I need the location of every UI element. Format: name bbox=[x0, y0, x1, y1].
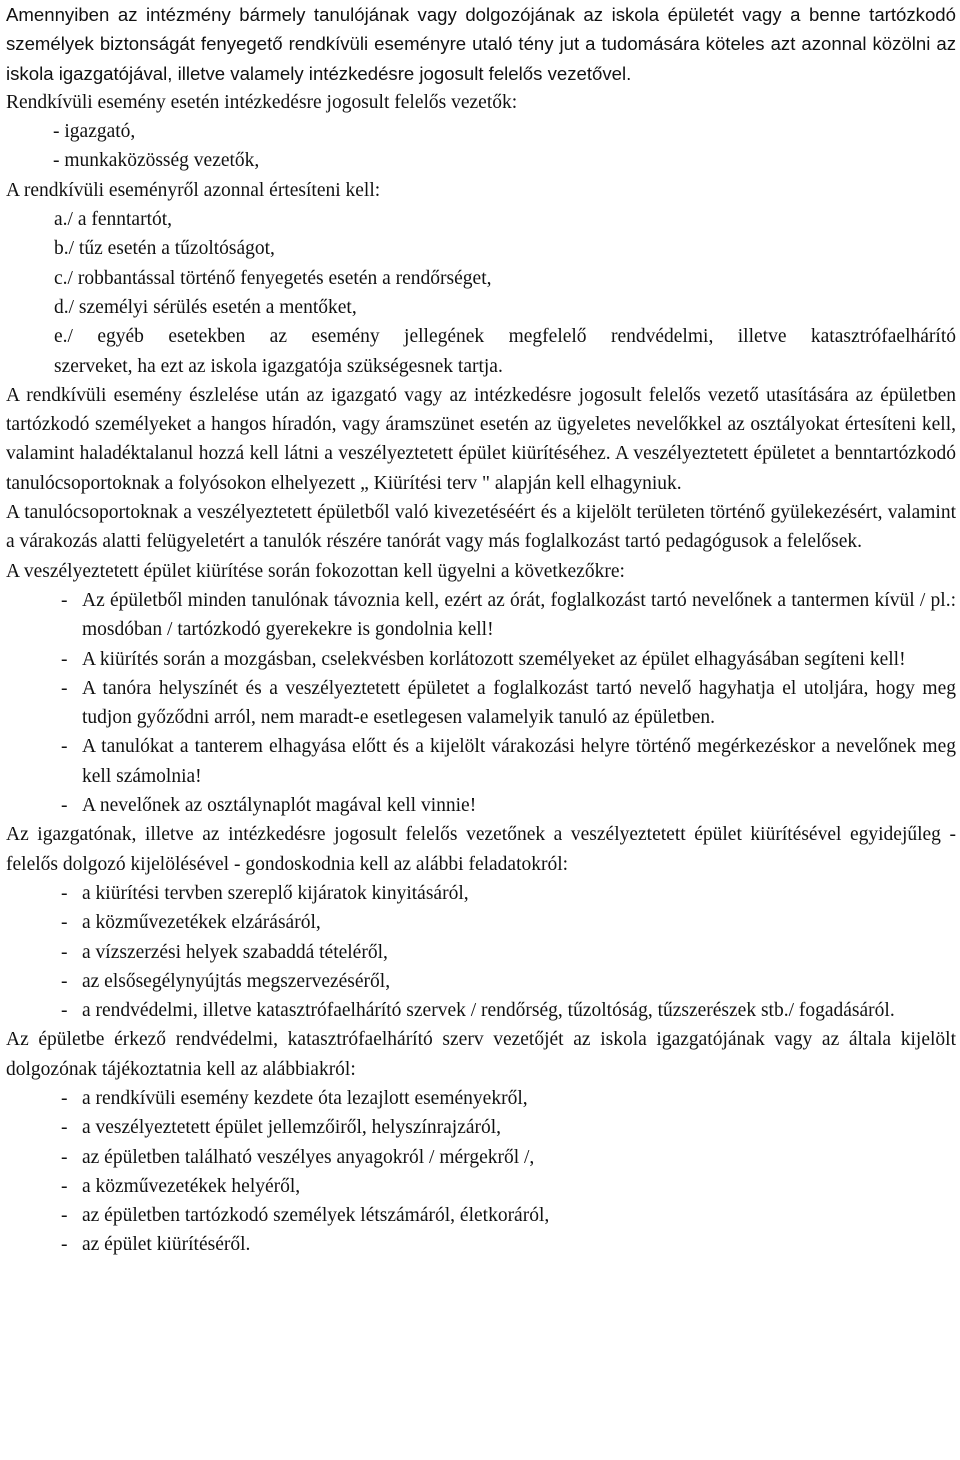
dash-marker: - bbox=[61, 795, 68, 817]
dash-marker: - bbox=[61, 736, 68, 758]
leader-item: - munkaközösség vezetők, bbox=[53, 150, 260, 172]
dash-marker: - bbox=[61, 941, 68, 963]
dash-marker: - bbox=[61, 970, 68, 992]
dash-marker: - bbox=[61, 1146, 68, 1168]
notify-item: c./ robbantással történő fenyegetés esetén a rendőrséget, bbox=[54, 267, 492, 289]
task-item bbox=[6, 938, 956, 967]
dash-marker: - bbox=[61, 912, 68, 934]
task-item bbox=[6, 967, 956, 996]
notify-item-e: e./ egyéb esetekben az esemény jellegének megfelelő rendvédelmi, illetve katasztrófaelhárító bbox=[54, 326, 956, 348]
inform-item bbox=[6, 1084, 956, 1113]
rule-text: A tanóra helyszínét és a veszélyeztetett épületet a foglalkozást tartó nevelő hagyhatja el utoljára, hogy meg tudjon győződni arról, nem maradt-e esetlegesen valamelyik tanuló az épületben. bbox=[82, 677, 956, 729]
task-text: az elsősegélynyújtás megszervezéséről, bbox=[82, 970, 391, 992]
dash-marker: - bbox=[61, 882, 68, 904]
rule-text: Az épületből minden tanulónak távoznia kell, ezért az órát, foglalkozást tartó nevelőnek a tantermen kívül / pl.: mosdóban / tartózkodó gyerekekre is gondolnia kell! bbox=[82, 589, 956, 641]
task-text: a rendvédelmi, illetve katasztrófaelhárító szervek / rendőrség, tűzoltóság, tűzszerészek stb./ fogadásáról. bbox=[82, 1000, 895, 1022]
notify-heading: A rendkívüli eseményről azonnal értesíteni kell: bbox=[6, 179, 381, 201]
notify-item: b./ tűz esetén a tűzoltóságot, bbox=[54, 238, 275, 260]
inform-text: a közművezetékek helyéről, bbox=[82, 1175, 301, 1197]
dash-marker: - bbox=[61, 1087, 68, 1109]
rule-text: A tanulókat a tanterem elhagyása előtt és a kijelölt várakozási helyre történő megérkezéskor a nevelőnek meg kell számolnia! bbox=[82, 736, 956, 787]
inform-text: az épületben található veszélyes anyagokról / mérgekről /, bbox=[82, 1146, 535, 1168]
inform-text: az épületben tartózkodó személyek létszámáról, életkoráról, bbox=[82, 1205, 550, 1227]
notify-item: d./ személyi sérülés esetén a mentőket, bbox=[54, 296, 357, 318]
inform-item bbox=[6, 1172, 956, 1201]
task-text: a vízszerzési helyek szabaddá tételéről, bbox=[82, 941, 388, 963]
dash-marker: - bbox=[61, 677, 68, 699]
inform-tasks-paragraph: Az épületbe érkező rendvédelmi, katasztrófaelhárító szerv vezetőjét az iskola igazgatójának vagy az általa kijelölt dolgozónak tájékoztatnia kell az alábbiakról: bbox=[6, 1029, 956, 1080]
rule-text: A kiürítés során a mozgásban, cselekvésben korlátozott személyeket az épület elhagyásában segíteni kell! bbox=[82, 648, 906, 670]
dash-marker: - bbox=[61, 589, 68, 611]
rule-item bbox=[6, 645, 956, 674]
dash-marker: - bbox=[61, 1117, 68, 1139]
dash-marker: - bbox=[61, 1205, 68, 1227]
evacuation-rules-heading: A veszélyeztetett épület kiürítése során fokozottan kell ügyelni a következőkre: bbox=[6, 560, 625, 582]
director-tasks-paragraph: Az igazgatónak, illetve az intézkedésre jogosult felelős vezetőnek a veszélyeztetett épület kiürítésével egyidejűleg - felelős dolgozó kijelölésével - gondoskodnia kell az alábbi feladatokról: bbox=[6, 824, 956, 875]
task-text: a kiürítési tervben szereplő kijáratok kinyitásáról, bbox=[82, 882, 469, 904]
task-item bbox=[6, 996, 956, 1025]
dash-marker: - bbox=[61, 1234, 68, 1256]
inform-item bbox=[6, 1113, 956, 1142]
notify-item: a./ a fenntartót, bbox=[54, 209, 173, 231]
responsibility-paragraph: A tanulócsoportoknak a veszélyeztetett épületből való kivezetéséért és a kijelölt területen történő gyülekezésért, valamint a várakozás alatti felügyeletért a tanulók részére tanórát vagy más foglalkozást tartó pedagógusok a felelősek. bbox=[6, 502, 956, 553]
inform-item bbox=[6, 1201, 956, 1230]
inform-text: a rendkívüli esemény kezdete óta lezajlott eseményekről, bbox=[82, 1087, 528, 1109]
rule-item bbox=[6, 586, 956, 645]
inform-item bbox=[6, 1143, 956, 1172]
task-text: a közművezetékek elzárásáról, bbox=[82, 912, 321, 934]
document-page bbox=[6, 0, 956, 1260]
task-item bbox=[6, 908, 956, 937]
rule-text: A nevelőnek az osztálynaplót magával kell vinnie! bbox=[82, 795, 477, 817]
leader-item: - igazgató, bbox=[53, 121, 136, 143]
task-item bbox=[6, 879, 956, 908]
rule-item bbox=[6, 732, 956, 791]
inform-text: az épület kiürítéséről. bbox=[82, 1234, 251, 1256]
rule-item bbox=[6, 791, 956, 820]
inform-text: a veszélyeztetett épület jellemzőiről, helyszínrajzáról, bbox=[82, 1117, 502, 1139]
inform-item bbox=[6, 1230, 956, 1259]
rule-item bbox=[6, 674, 956, 733]
notify-item-e-continuation: szerveket, ha ezt az iskola igazgatója szükségesnek tartja. bbox=[54, 355, 503, 377]
evacuation-paragraph: A rendkívüli esemény észlelése után az igazgató vagy az intézkedésre jogosult felelős vezető utasítására az épületben tartózkodó személyeket a hangos híradón, vagy áramszünet esetén az ügyeletes nevelőkkel az osztályokat értesíteni kell, valamint haladéktalanul hozzá kell látni a veszélyeztetett épület kiürítéséhez. A veszélyeztetett épületet a benntartózkodó tanulócsoportoknak a folyósokon elhelyezett „ Kiürítési terv " alapján kell elhagyniuk. bbox=[6, 384, 956, 494]
dash-marker: - bbox=[61, 1175, 68, 1197]
dash-marker: - bbox=[61, 1000, 68, 1022]
leaders-heading: Rendkívüli esemény esetén intézkedésre jogosult felelős vezetők: bbox=[6, 91, 518, 113]
dash-marker: - bbox=[61, 648, 68, 670]
intro-paragraph: Amennyiben az intézmény bármely tanulójának vagy dolgozójának az iskola épületét vagy a benne tartózkodó személyek biztonságát fenyegető rendkívüli eseményre utaló tény jut a tudomására köteles azt azonnal közölni az iskola igazgatójával, illetve valamely intézkedésre jogosult felelős vezetővel. bbox=[6, 4, 956, 84]
